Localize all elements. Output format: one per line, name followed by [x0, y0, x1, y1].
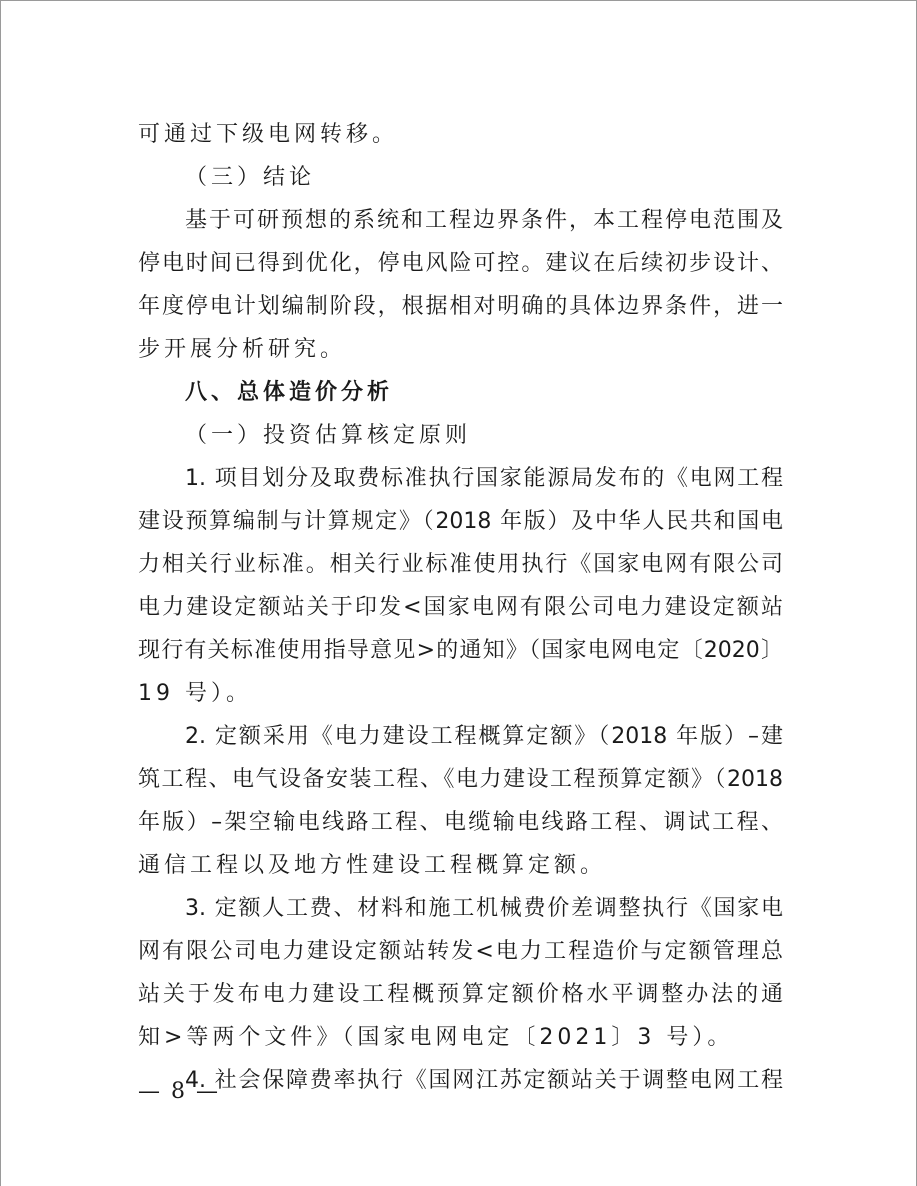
text-line: 年度停电计划编制阶段，根据相对明确的具体边界条件，进一	[138, 294, 783, 319]
document-body	[138, 113, 783, 1102]
text-line: 4. 社会保障费率执行《国网江苏定额站关于调整电网工程	[185, 1068, 783, 1093]
text-line: 知>等两个文件》（国家电网电定〔2021〕3 号）。	[138, 1025, 734, 1050]
chapter-heading-cost-analysis: 八、总体造价分析	[185, 380, 394, 405]
section-heading-conclusion: （三）结论	[185, 165, 316, 190]
text-line: 基于可研预想的系统和工程边界条件，本工程停电范围及	[185, 208, 783, 233]
text-line: 筑工程、电气设备安装工程、《电力建设工程预算定额》（2018	[138, 767, 783, 792]
text-line: 电力建设定额站关于印发<国家电网有限公司电力建设定额站	[138, 595, 783, 620]
text-line: 建设预算编制与计算规定》（2018 年版）及中华人民共和国电	[138, 509, 783, 534]
page-number: — 8 —	[138, 1079, 220, 1104]
text-line: 停电时间已得到优化，停电风险可控。建议在后续初步设计、	[138, 251, 783, 276]
text-line: 现行有关标准使用指导意见>的通知》（国家电网电定〔2020〕	[138, 638, 783, 663]
text-line: 2. 定额采用《电力建设工程概算定额》（2018 年版）–建	[185, 724, 783, 749]
text-line: 年版）–架空输电线路工程、电缆输电线路工程、调试工程、	[138, 810, 783, 835]
text-line: 通信工程以及地方性建设工程概算定额。	[138, 853, 607, 878]
text-line: 可通过下级电网转移。	[138, 122, 399, 147]
section-heading-investment-principles: （一）投资估算核定原则	[185, 423, 472, 448]
text-line: 力相关行业标准。相关行业标准使用执行《国家电网有限公司	[138, 552, 783, 577]
text-line: 网有限公司电力建设定额站转发<电力工程造价与定额管理总	[138, 939, 783, 964]
text-line: 1. 项目划分及取费标准执行国家能源局发布的《电网工程	[185, 466, 783, 491]
text-line: 步开展分析研究。	[138, 337, 347, 362]
text-line: 3. 定额人工费、材料和施工机械费价差调整执行《国家电	[185, 896, 783, 921]
text-line: 站关于发布电力建设工程概预算定额价格水平调整办法的通	[138, 982, 783, 1007]
text-line: 19 号）。	[138, 681, 252, 706]
